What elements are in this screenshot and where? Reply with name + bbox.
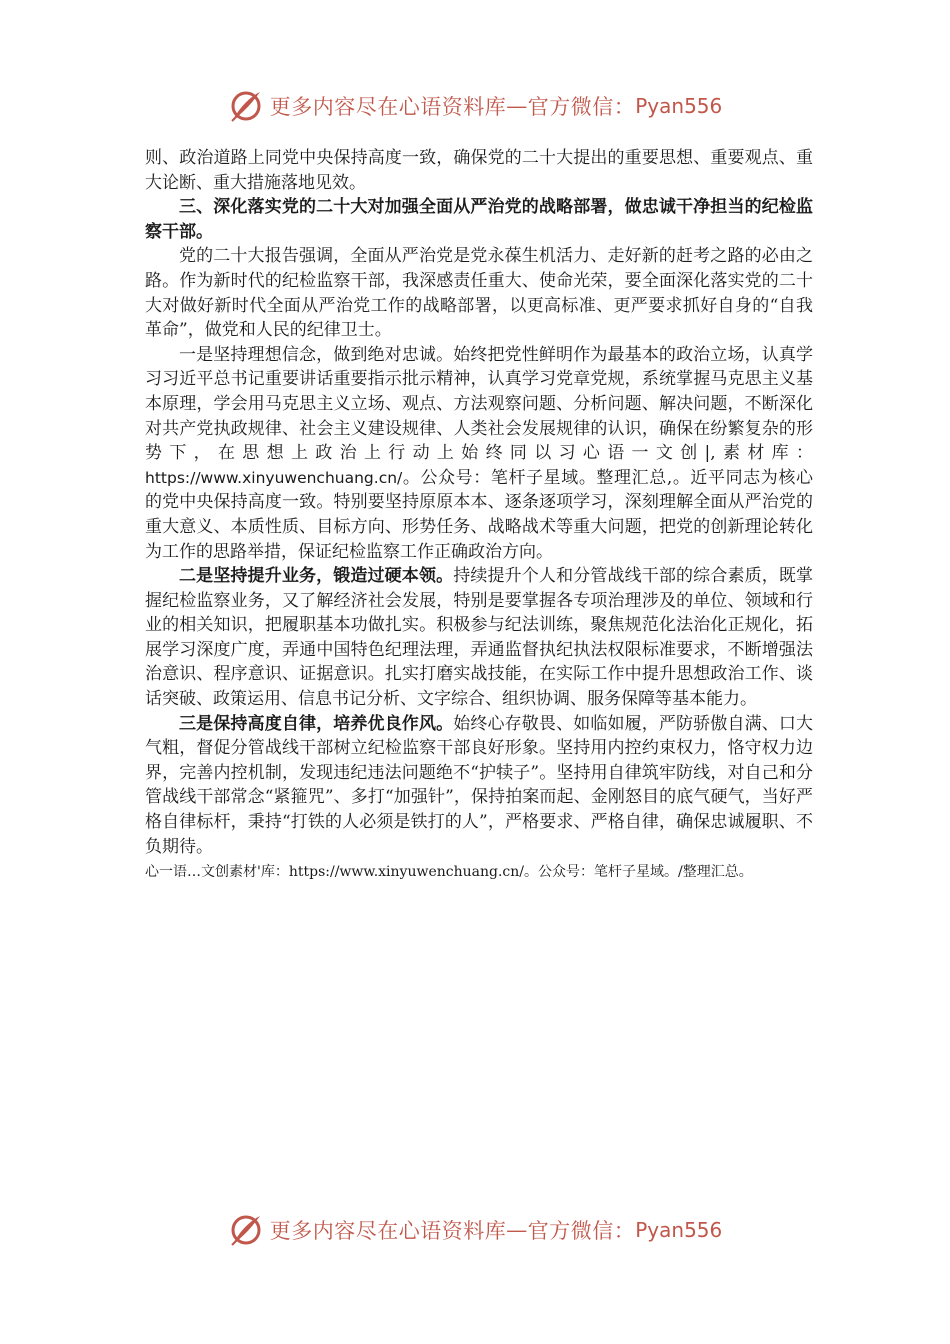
wechat-id: Pyan556 xyxy=(635,94,723,118)
wechat-id: Pyan556 xyxy=(635,1218,723,1242)
skills-heading: 二是坚持提升业务，锻造过硬本领。 xyxy=(179,566,454,587)
header-banner xyxy=(0,84,950,128)
quill-logo-icon xyxy=(228,1212,264,1248)
banner-dash: — xyxy=(506,94,528,118)
paragraph-skills xyxy=(145,564,813,712)
footer-banner xyxy=(0,1208,950,1252)
ideals-text-a: 一是坚持理想信念，做到绝对忠诚。始终把党性鲜明作为最基本的政治立场，认真学习习近平总书记重要讲话重要指示批示精神，认真学习党章党规，系统掌握马克思主义基本原理，学会用马克思主义立场、观点、方法观察问题、分析问题、解决问题，不断深化对共产党执政规律、社会主义建设规律、人类社会发展规律的认识，确保在纷繁复杂的形势下，在思想上政治上行动上始终同以习心语一文创|,素材库： xyxy=(145,344,813,464)
source-url[interactable]: https://www.xinyuwenchuang.cn/ xyxy=(145,468,403,487)
paragraph-discipline xyxy=(145,712,813,860)
wechat-label: 官方微信： xyxy=(527,95,636,119)
footnote: 心一语…文创素材'库：https://www.xinyuwenchuang.cn/。公众号：笔杆子星域。/整理汇总。 xyxy=(145,864,753,881)
document-body xyxy=(145,146,813,883)
section-heading: 三、深化落实党的二十大对加强全面从严治党的战略部署，做忠诚干净担当的纪检监察干部。 xyxy=(145,197,813,242)
discipline-text: 始终心存敬畏、如临如履，严防骄傲自满、口大气粗，督促分管战线干部树立纪检监察干部良好形象。坚持用内控约束权力，恪守权力边界，完善内控机制，发现违纪违法问题绝不“护犊子”。坚持用自律筑牢防线，对自己和分管战线干部常念“紧箍咒”、多打“加强针”，保持拍案而起、金刚怒目的底气硬气，当好严格自律标杆，秉持“打铁的人必须是铁打的人”，严格要求、严格自律，确保忠诚履职、不负期待。 xyxy=(145,713,814,857)
banner-text: 更多内容尽在心语资料库 xyxy=(269,95,507,119)
skills-text: 持续提升个人和分管战线干部的综合素质，既掌握纪检监察业务，又了解经济社会发展，特别是要掌握各专项治理涉及的单位、领域和行业的相关知识，把履职基本功做扎实。积极参与纪法训练，聚焦规范化法治化正规化，拓展学习深度广度，弄通中国特色纪理法理，弄通监督执纪执法权限标准要求，不断增强法治意识、程序意识、证据意识。扎实打磨实战技能，在实际工作中提升思想政治工作、谈话突破、政策运用、信息书记分析、文字综合、组织协调、服务保障等基本能力。 xyxy=(145,566,814,710)
banner-text: 更多内容尽在心语资料库 xyxy=(269,1219,507,1243)
ideals-text-b: 。公众号：笔杆子星域。整理汇总,。近平同志为核心的党中央保持高度一致。特别要坚持原原本本、逐条逐项学习，深刻理解全面从严治党的重大意义、本质性质、目标方向、形势任务、战略战术等重大问题，把党的创新理论转化为工作的思路举措，保证纪检监察工作正确政治方向。 xyxy=(145,467,813,562)
discipline-heading: 三是保持高度自律，培养优良作风。 xyxy=(179,713,454,734)
quill-logo-icon xyxy=(228,88,264,124)
banner-dash: — xyxy=(506,1218,528,1242)
paragraph-report: 党的二十大报告强调，全面从严治党是党永葆生机活力、走好新的赶考之路的必由之路。作为新时代的纪检监察干部，我深感责任重大、使命光荣，要全面深化落实党的二十大对做好新时代全面从严治党工作的战略部署，以更高标准、更严要求抓好自身的“自我革命”，做党和人民的纪律卫士。 xyxy=(145,246,813,341)
paragraph-continuation: 则、政治道路上同党中央保持高度一致，确保党的二十大提出的重要思想、重要观点、重大论断、重大措施落地见效。 xyxy=(145,148,813,193)
wechat-label: 官方微信： xyxy=(527,1219,636,1243)
paragraph-ideals xyxy=(145,343,813,564)
